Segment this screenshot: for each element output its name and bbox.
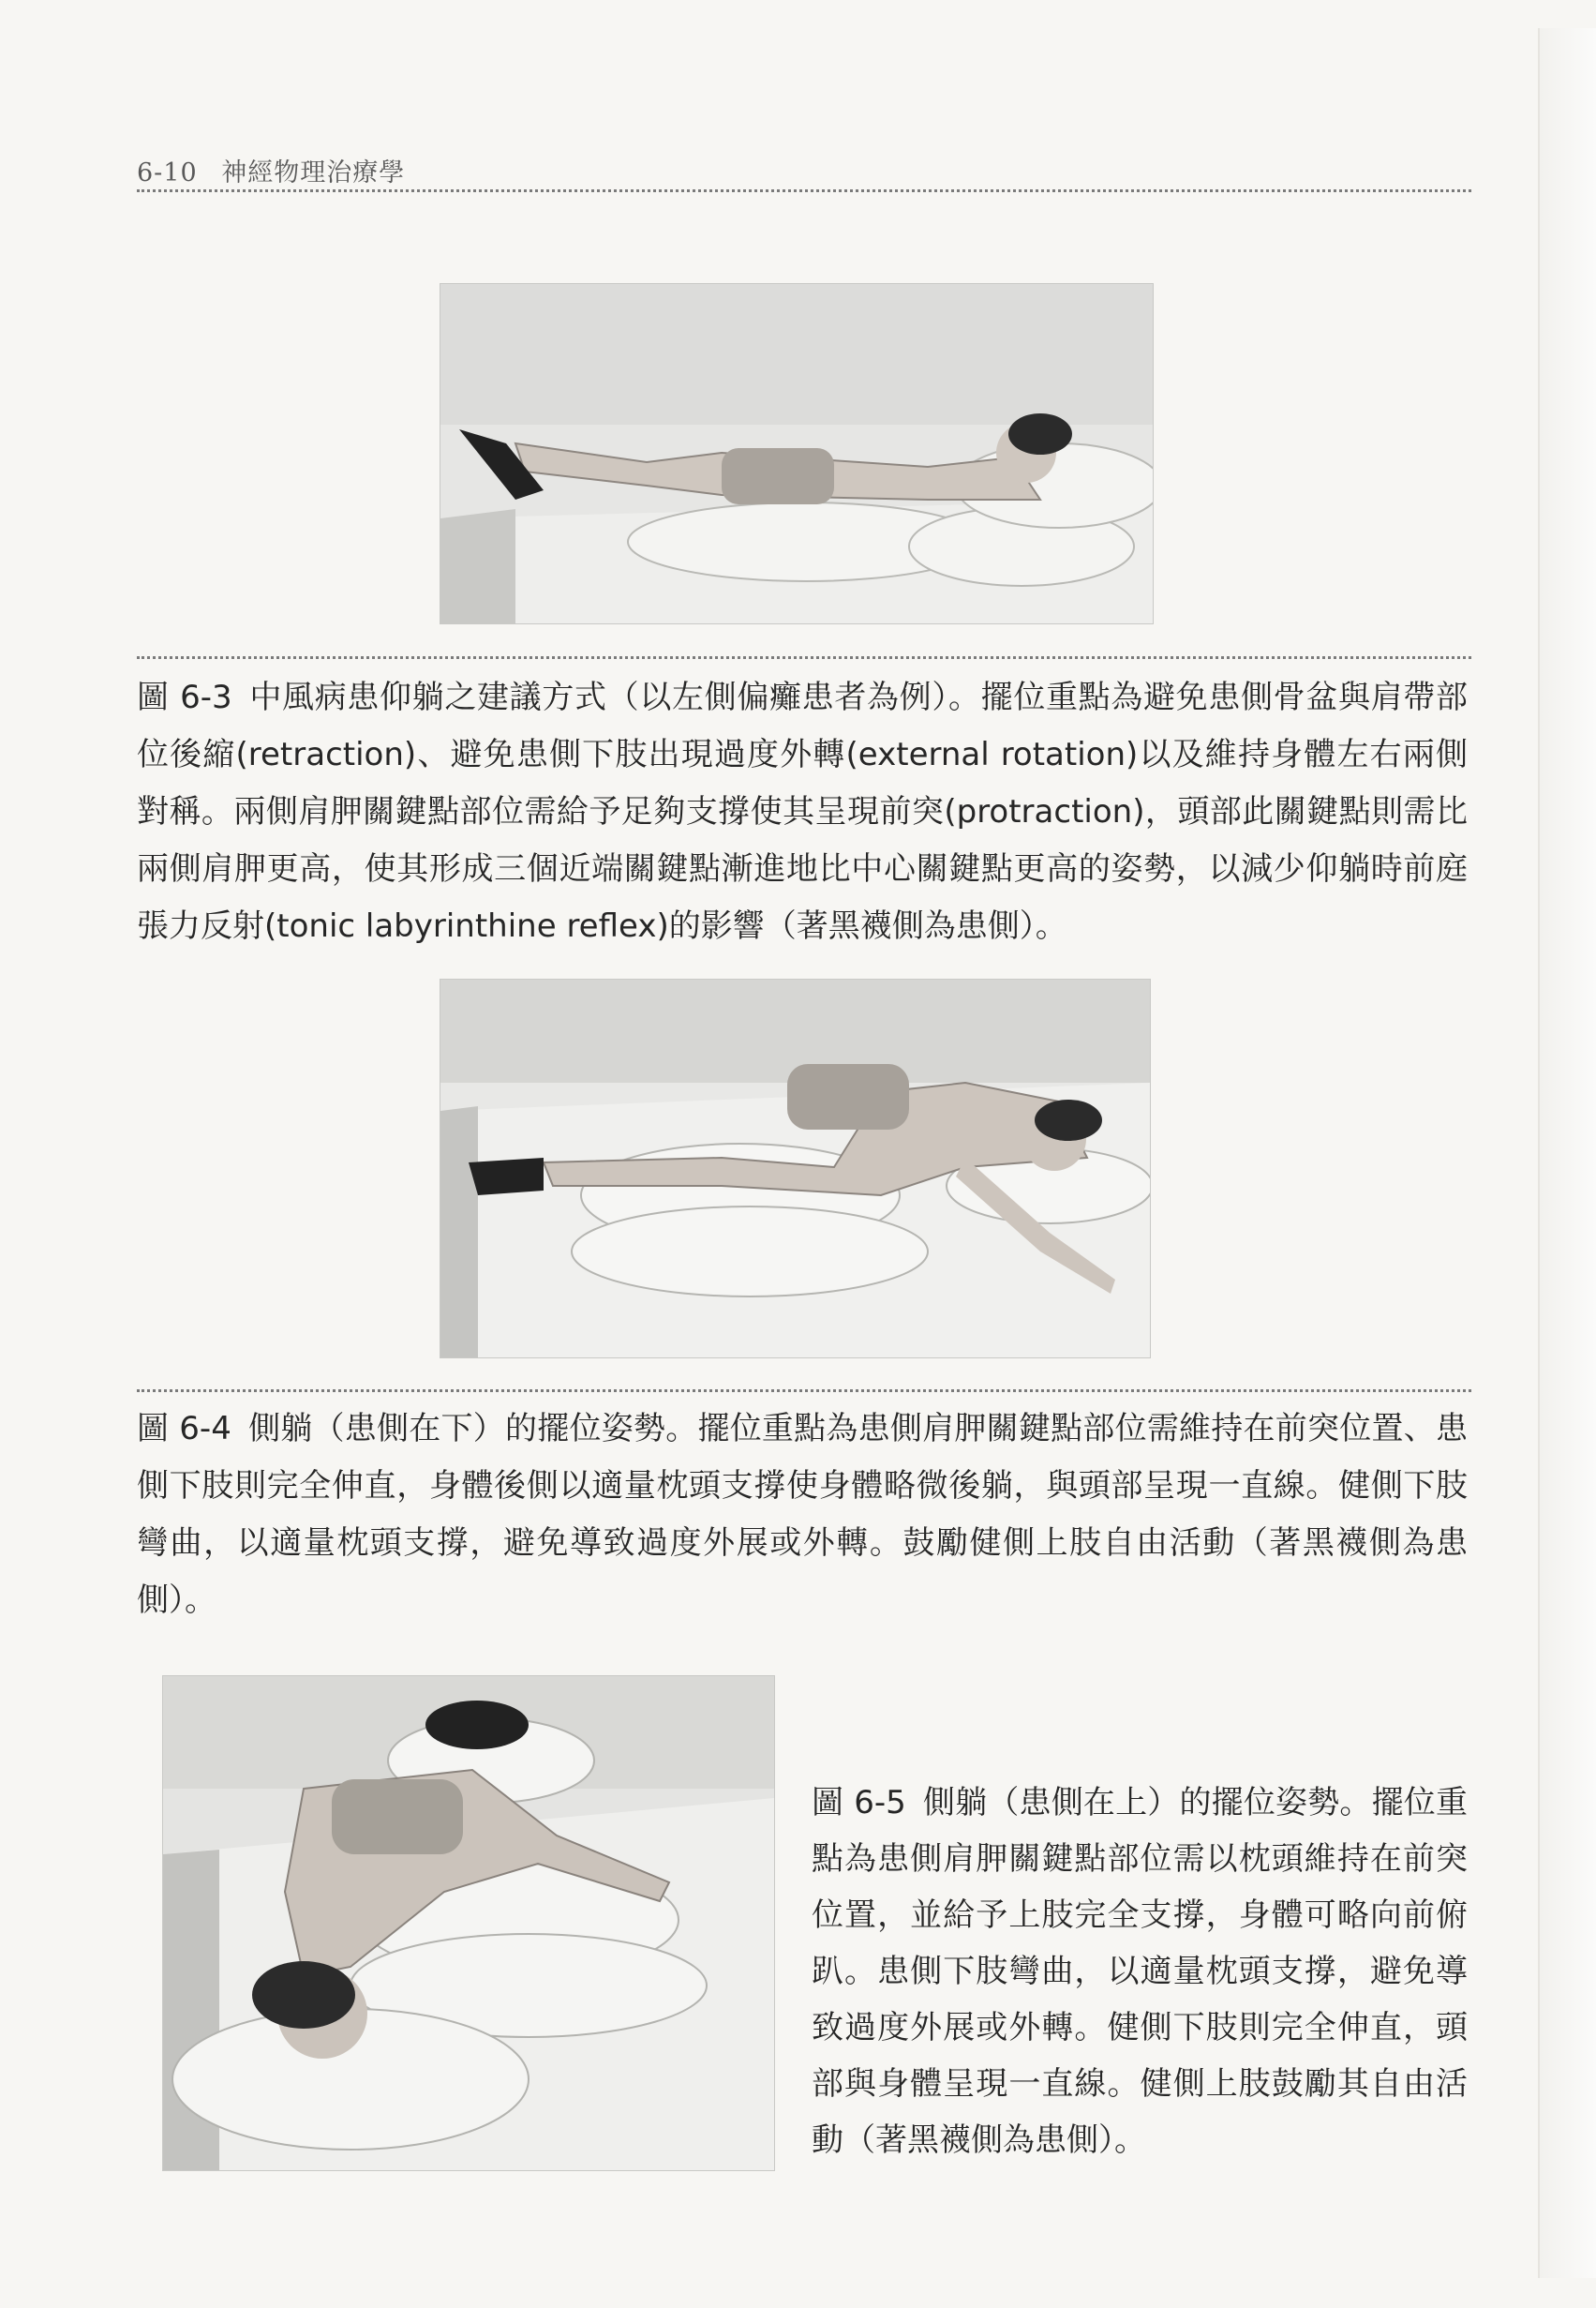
figure-6-4-label: 圖 6-4 xyxy=(137,1410,231,1447)
page-number: 6-10 xyxy=(137,158,198,187)
figure-6-3-label: 圖 6-3 xyxy=(137,679,232,716)
figure-6-5-label: 圖 6-5 xyxy=(812,1784,906,1821)
figure-6-4-caption xyxy=(137,1401,1468,1629)
figure-6-5-caption xyxy=(812,1775,1468,2168)
figure-6-4-rule xyxy=(137,1389,1471,1392)
running-head xyxy=(137,152,405,188)
page-edge-shadow xyxy=(1538,28,1596,2278)
side-lying-affected-down-photo-icon xyxy=(440,980,1150,1357)
figure-6-4-photo xyxy=(440,980,1150,1357)
figure-6-3-rule xyxy=(137,656,1471,659)
book-title: 神經物理治療學 xyxy=(221,158,406,187)
figure-6-5-text: 側躺（患側在上）的擺位姿勢。擺位重點為患側肩胛關鍵點部位需以枕頭維持在前突位置，並給予上肢完全支撐，身體可略向前俯趴。患側下肢彎曲，以適量枕頭支撐，避免導致過度外展或外轉。健側下肢則完全伸直，頭部與身體呈現一直線。健側上肢鼓勵其自由活動（著黑襪側為患側）。 xyxy=(812,1784,1469,2159)
figure-6-4-text: 側躺（患側在下）的擺位姿勢。擺位重點為患側肩胛關鍵點部位需維持在前突位置、患側下肢則完全伸直，身體後側以適量枕頭支撐使身體略微後躺，與頭部呈現一直線。健側下肢彎曲，以適量枕頭支撐，避免導致過度外展或外轉。鼓勵健側上肢自由活動（著黑襪側為患側）。 xyxy=(137,1410,1468,1619)
figure-6-3-photo xyxy=(440,284,1153,623)
header-rule xyxy=(137,189,1471,192)
figure-6-3-caption xyxy=(137,669,1468,955)
figure-6-3-text: 中風病患仰躺之建議方式（以左側偏癱患者為例）。擺位重點為避免患側骨盆與肩帶部位後縮(retraction)、避免患側下肢出現過度外轉(external rotation)以及維持身體左右兩側對稱。兩側肩胛關鍵點部位需給予足夠支撐使其呈現前突(protraction)，頭部此關鍵點則需比兩側肩胛更高，使其形成三個近端關鍵點漸進地比中心關鍵點更高的姿勢，以減少仰躺時前庭張力反射(tonic labyrinthine reflex)的影響（著黑襪側為患側）。 xyxy=(137,679,1469,945)
side-lying-affected-up-photo-icon xyxy=(163,1676,774,2170)
figure-6-5-photo xyxy=(163,1676,774,2170)
supine-positioning-photo-icon xyxy=(440,284,1153,623)
